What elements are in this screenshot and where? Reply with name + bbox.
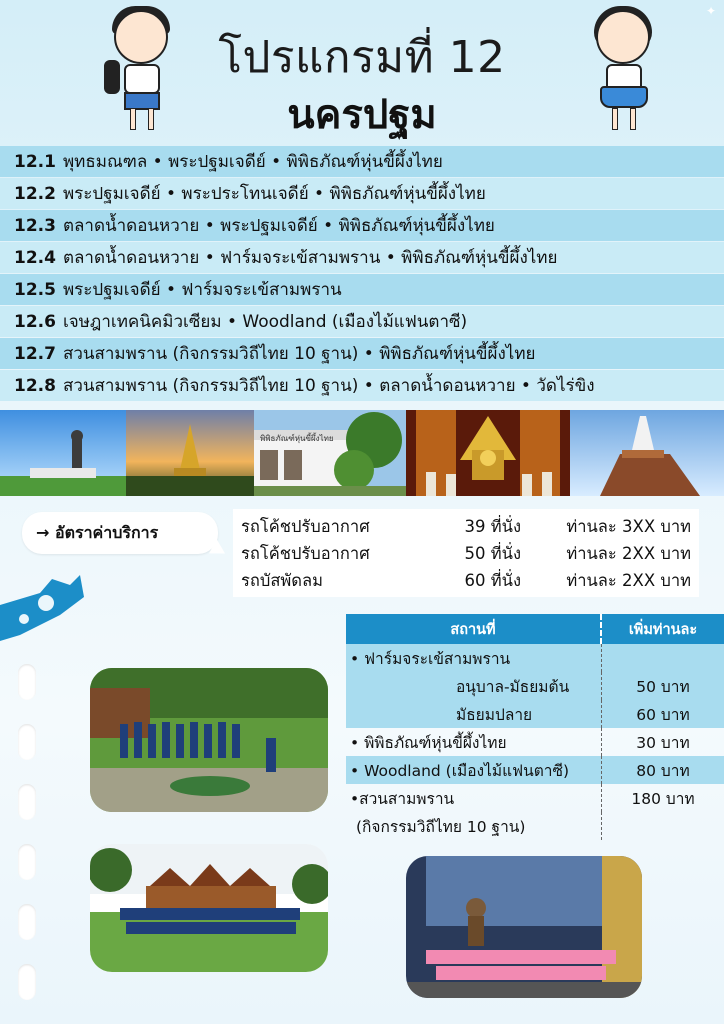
notebook-ring <box>18 664 36 700</box>
buddha-park-photo <box>0 410 126 496</box>
table-row: มัธยมปลาย 60 บาท <box>346 700 724 728</box>
torn-paper-decoration <box>0 575 90 645</box>
program-row: 12.3 ตลาดน้ำดอนหวาย • พระปฐมเจดีย์ • พิพิธภัณฑ์หุ่นขี้ผึ้งไทย <box>0 210 724 241</box>
table-header <box>346 614 724 644</box>
wax-museum-building-photo <box>254 410 406 496</box>
notebook-ring <box>18 964 36 1000</box>
program-row: 12.1 พุทธมณฑล • พระปฐมเจดีย์ • พิพิธภัณฑ์หุ่นขี้ผึ้งไทย <box>0 146 724 177</box>
program-row: 12.4 ตลาดน้ำดอนหวาย • ฟาร์มจระเข้สามพราน • พิพิธภัณฑ์หุ่นขี้ผึ้งไทย <box>0 242 724 273</box>
program-row: 12.8 สวนสามพราน (กิจกรรมวิถีไทย 10 ฐาน) • ตลาดน้ำดอนหวาย • วัดไร่ขิง <box>0 370 724 401</box>
col-price-header: เพิ่มท่านละ <box>628 621 698 638</box>
table-row: •สวนสามพราน 180 บาท <box>346 784 724 812</box>
table-row: • พิพิธภัณฑ์หุ่นขี้ผึ้งไทย 30 บาท <box>346 728 724 756</box>
notebook-ring <box>18 904 36 940</box>
extra-cost-table <box>346 614 724 840</box>
rate-row: รถโค้ชปรับอากาศ 39 ที่นั่ง ท่านละ 3XX บาท <box>241 516 691 536</box>
person-icon: ✦ <box>705 4 716 18</box>
notebook-ring <box>18 844 36 880</box>
table-row: (กิจกรรมวิถีไทย 10 ฐาน) <box>346 812 724 840</box>
program-row: 12.2 พระปฐมเจดีย์ • พระประโทนเจดีย์ • พิพิธภัณฑ์หุ่นขี้ผึ้งไทย <box>0 178 724 209</box>
table-row: • Woodland (เมืองไม้แฟนตาซี) 80 บาท <box>346 756 724 784</box>
group-photo-thai-house <box>90 844 328 972</box>
page-title: โปรแกรมที่ 12 <box>218 32 506 83</box>
golden-chedi-photo <box>126 410 254 496</box>
rates-box <box>233 509 699 597</box>
notebook-ring <box>18 724 36 760</box>
boy-student-illustration <box>100 4 190 139</box>
photo-strip <box>0 410 724 496</box>
students-museum-photo <box>406 856 642 998</box>
notebook-ring <box>18 784 36 820</box>
program-row: 12.5 พระปฐมเจดีย์ • ฟาร์มจระเข้สามพราน <box>0 274 724 305</box>
temple-interior-photo <box>406 410 570 496</box>
program-row: 12.7 สวนสามพราน (กิจกรรมวิถีไทย 10 ฐาน) • พิพิธภัณฑ์หุ่นขี้ผึ้งไทย <box>0 338 724 369</box>
rate-row: รถบัสพัดลม 60 ที่นั่ง ท่านละ 2XX บาท <box>241 570 691 590</box>
col-place-header: สถานที่ <box>346 614 602 644</box>
rate-row: รถโค้ชปรับอากาศ 50 ที่นั่ง ท่านละ 2XX บาท <box>241 543 691 563</box>
ancient-chedi-photo <box>570 410 724 496</box>
page-subtitle: นครปฐม <box>287 92 437 138</box>
table-row: • ฟาร์มจระเข้สามพราน <box>346 644 724 672</box>
program-row: 12.6 เจษฎาเทคนิคมิวเซียม • Woodland (เมืองไม้แฟนตาซี) <box>0 306 724 337</box>
girl-student-illustration <box>582 4 672 139</box>
museum-sign-text: พิพิธภัณฑ์หุ่นขี้ผึ้งไทย <box>260 434 334 443</box>
table-row: อนุบาล-มัธยมต้น 50 บาท <box>346 672 724 700</box>
students-garden-pond-photo <box>90 668 328 812</box>
rates-heading: → อัตราค่าบริการ <box>22 512 218 554</box>
program-list <box>0 146 724 402</box>
